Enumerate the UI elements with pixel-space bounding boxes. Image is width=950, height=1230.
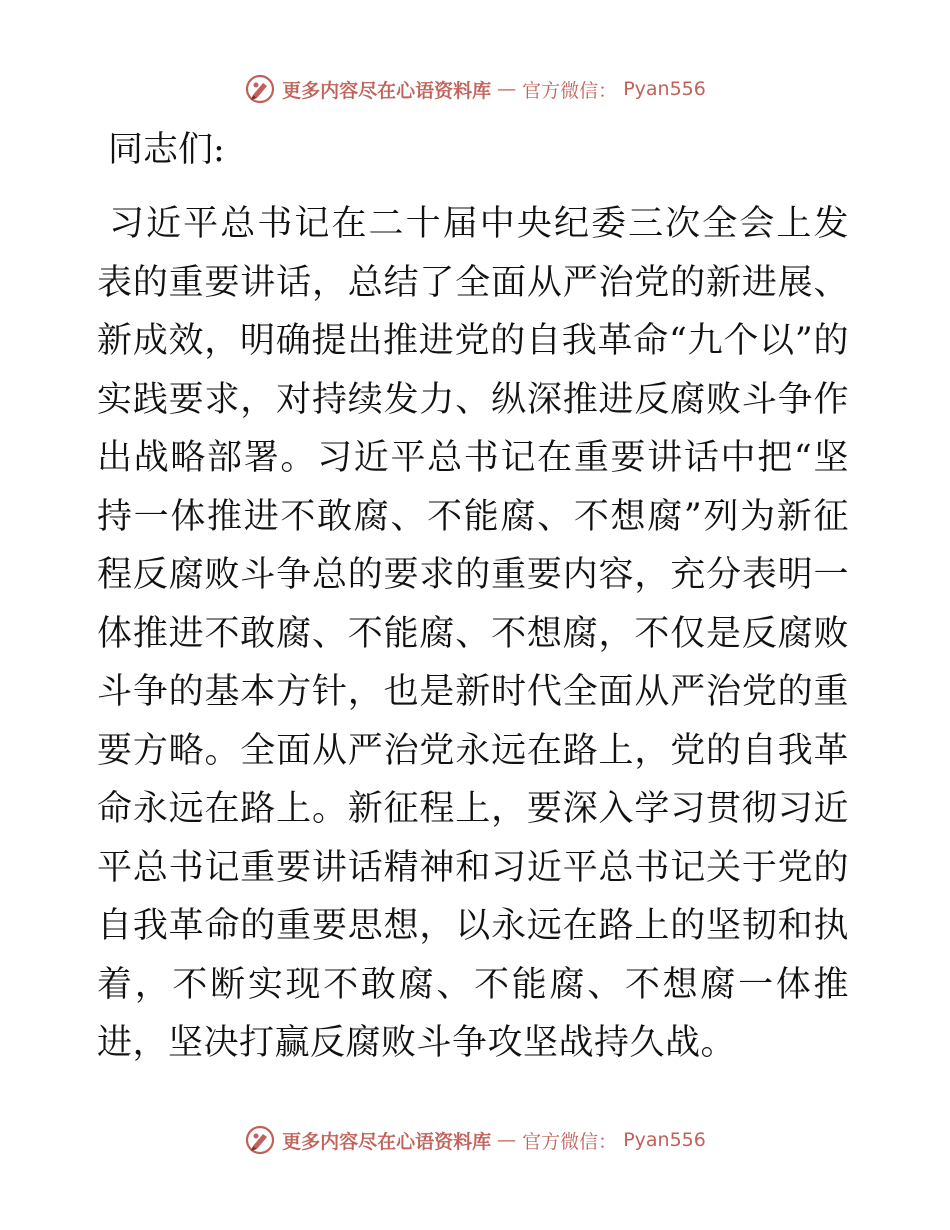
watermark-dash: — — [497, 1129, 517, 1151]
watermark-account: Pyan556 — [623, 1129, 706, 1151]
pen-nib-logo-icon — [244, 1124, 276, 1156]
watermark-dash: — — [497, 78, 517, 100]
greeting: 同志们: — [108, 130, 225, 170]
footer-watermark — [0, 1123, 950, 1157]
watermark-site-text: 更多内容尽在心语资料库 — [282, 1130, 492, 1153]
header-watermark — [0, 72, 950, 106]
body-paragraph: 习近平总书记在二十届中央纪委三次全会上发表的重要讲话，总结了全面从严治党的新进展、新成效，明确提出推进党的自我革命“九个以”的实践要求，对持续发力、纵深推进反腐败斗争作出战略部署。习近平总书记在重要讲话中把“坚持一体推进不敢腐、不能腐、不想腐”列为新征程反腐败斗争总的要求的重要内容，充分表明一体推进不敢腐、不能腐、不想腐，不仅是反腐败斗争的基本方针，也是新时代全面从严治党的重要方略。全面从严治党永远在路上，党的自我革命永远在路上。新征程上，要深入学习贯彻习近平总书记重要讲话精神和习近平总书记关于党的自我革命的重要思想，以永远在路上的坚韧和执着，不断实现不敢腐、不能腐、不想腐一体推进，坚决打赢反腐败斗争攻坚战持久战。 — [97, 204, 849, 1063]
pen-nib-logo-icon — [244, 73, 276, 105]
watermark-site-text: 更多内容尽在心语资料库 — [282, 79, 492, 102]
watermark-account: Pyan556 — [623, 78, 706, 100]
watermark-official-label: 官方微信： — [522, 79, 618, 102]
watermark-official-label: 官方微信： — [522, 1130, 618, 1153]
